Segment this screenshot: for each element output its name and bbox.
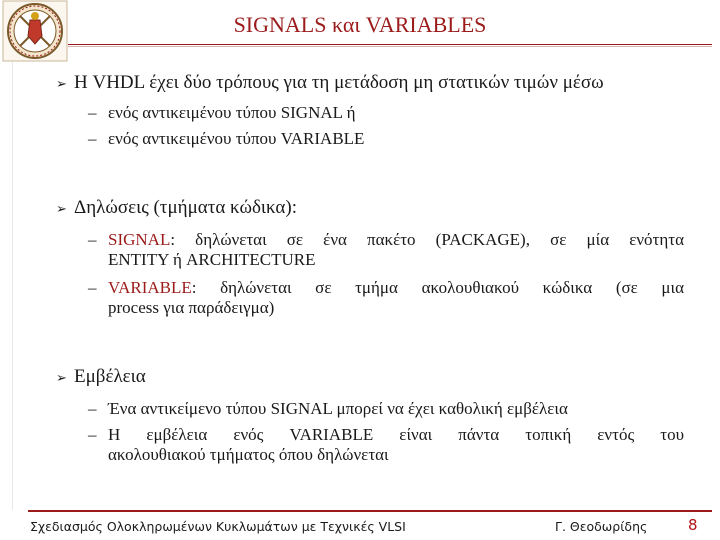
title-divider-shadow [68,46,712,47]
dash-icon: – [88,230,97,249]
bullet-scope [56,366,146,388]
sub-item-signal: – ενός αντικειμένου τύπου SIGNAL ή [88,103,356,122]
dash-icon: – [88,425,97,444]
keyword-variable: VARIABLE [108,278,192,297]
sub-item-signal-scope: – Ένα αντικείμενο τύπου SIGNAL μπορεί να έχει καθολική εμβέλεια [88,399,568,418]
bullet-text: Εμβέλεια [74,366,146,387]
left-margin-bar [12,62,23,510]
sub-item-signal-declaration: – SIGNAL: δηλώνεται σε ένα πακέτο (PACKAGE), σε μία ενότητα ENTITY ή ARCHITECTURE [88,230,684,269]
page-number: 8 [688,516,698,534]
dash-icon: – [88,278,97,297]
sub-item-variable-declaration: – VARIABLE: δηλώνεται σε τμήμα ακολουθιακού κώδικα (σε μια process για παράδειγμα) [88,278,684,317]
footer-divider [28,510,712,512]
bullet-text: Η VHDL έχει δύο τρόπους για τη μετάδοση μη στατικών τιμών μέσω [74,72,604,93]
sub-item-variable: – ενός αντικειμένου τύπου VARIABLE [88,129,365,148]
slide-title: SIGNALS και VARIABLES [233,12,487,37]
keyword-signal: SIGNAL [108,230,171,249]
bullet-vhdl-transmission [56,72,604,94]
arrow-bullet-icon: ➢ [56,76,67,91]
title-divider [68,44,712,45]
footer-course-title: Σχεδιασμός Ολοκληρωμένων Κυκλωμάτων με Τεχνικές VLSI [30,519,406,534]
sub-item-variable-scope: – Η εμβέλεια ενός VARIABLE είναι πάντα τοπική εντός του ακολουθιακού τμήματος όπου δηλώνεται [88,425,684,464]
footer-author: Γ. Θεοδωρίδης [555,519,648,534]
arrow-bullet-icon: ➢ [56,370,67,385]
bullet-text: Δηλώσεις (τμήματα κώδικα): [74,197,297,218]
dash-icon: – [88,129,97,148]
arrow-bullet-icon: ➢ [56,201,67,216]
bullet-declarations [56,197,297,219]
dash-icon: – [88,399,97,418]
dash-icon: – [88,103,97,122]
